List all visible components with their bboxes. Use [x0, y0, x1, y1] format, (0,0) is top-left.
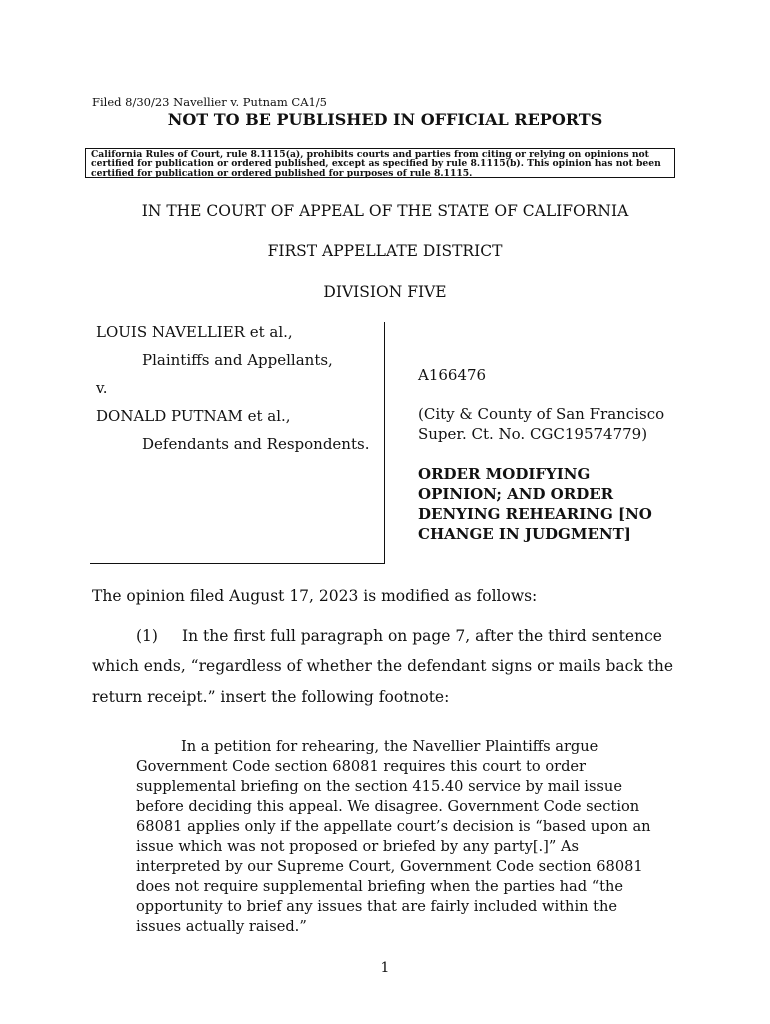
rule-notice-box: California Rules of Court, rule 8.1115(a), prohibits courts and parties from citing or relying on opinions not certified for publication or ordered published, except as specified by rule 8.1115(b). This opinion has not been certified for publication or ordered published for purposes of rule 8.1115.: [85, 148, 675, 178]
plaintiffs-name: LOUIS NAVELLIER et al.,: [96, 323, 293, 341]
filed-line: Filed 8/30/23 Navellier v. Putnam CA1/5: [92, 95, 328, 109]
district-name: FIRST APPELLATE DISTRICT: [267, 242, 503, 260]
trial-court-line2: Super. Ct. No. CGC19574779): [418, 425, 648, 443]
plaintiffs-role: Plaintiffs and Appellants,: [142, 351, 333, 369]
item-number: (1): [136, 627, 158, 645]
case-number: A166476: [418, 366, 487, 384]
division-name: DIVISION FIVE: [323, 283, 447, 301]
defendants-role: Defendants and Respondents.: [142, 435, 370, 453]
item-line3: return receipt.” insert the following footnote:: [92, 688, 450, 706]
page-number: 1: [380, 960, 390, 976]
item-line1: In the first full paragraph on page 7, after the third sentence: [182, 627, 662, 645]
trial-court-line1: (City & County of San Francisco: [418, 405, 665, 423]
versus: v.: [96, 379, 108, 397]
order-title: ORDER MODIFYING OPINION; AND ORDER DENYING REHEARING [NO CHANGE IN JUDGMENT]: [418, 465, 652, 543]
not-published-heading: NOT TO BE PUBLISHED IN OFFICIAL REPORTS: [167, 110, 603, 129]
defendants-name: DONALD PUTNAM et al.,: [96, 407, 291, 425]
intro-paragraph: The opinion filed August 17, 2023 is modified as follows:: [92, 587, 538, 605]
item-line2: which ends, “regardless of whether the defendant signs or mails back the: [92, 657, 674, 675]
footnote-quote: In a petition for rehearing, the Navellier Plaintiffs argue Government Code section 68081 requires this court to order supplemental briefing on the section 415.40 service by mail issue before deciding this appeal. We disagree. Government Code section 68081 applies only if the appellate court’s decision is “based upon an issue which was not proposed or briefed by any party[.]” As interpreted by our Supreme Court, Government Code section 68081 does not require supplemental briefing when the parties had “the opportunity to brief any issues that are fairly included within the issues actually raised.”: [136, 738, 651, 935]
caption-divider-vertical: [384, 322, 385, 564]
caption-divider-horizontal: [90, 563, 385, 564]
court-name: IN THE COURT OF APPEAL OF THE STATE OF CALIFORNIA: [141, 202, 629, 220]
